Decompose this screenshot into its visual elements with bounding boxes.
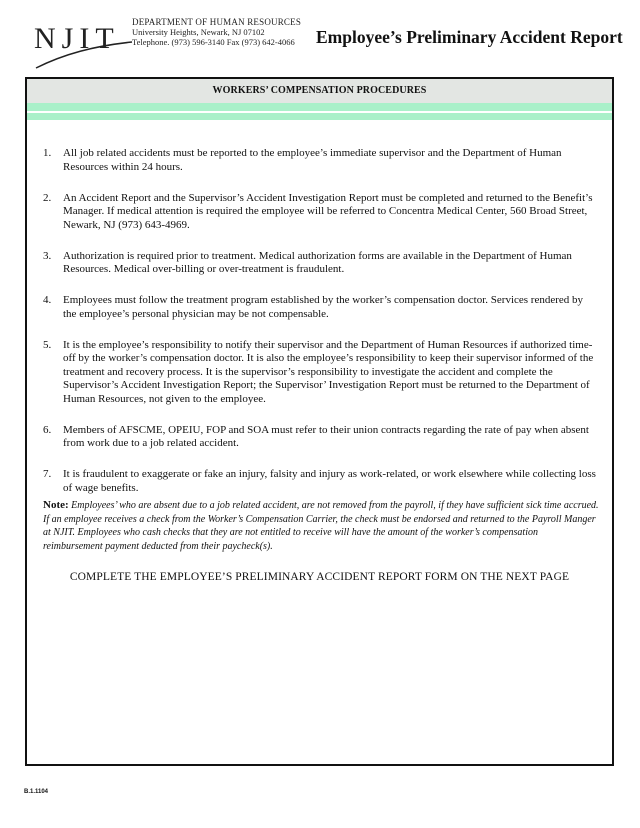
procedure-item xyxy=(43,147,599,174)
njit-logo xyxy=(34,16,134,71)
note-paragraph xyxy=(43,499,599,553)
procedure-item xyxy=(43,468,599,495)
logo-swoosh-icon xyxy=(34,16,134,71)
procedure-number: 2. xyxy=(43,191,52,204)
section-band xyxy=(27,79,612,104)
form-code: B.1.1104 xyxy=(24,789,49,795)
logo-text: NJIT xyxy=(34,22,120,55)
procedure-item xyxy=(43,424,599,451)
procedure-text: Authorization is required prior to treatment. Medical authorization forms are available in the Department of Human Resources. Medical over-billing or over-treatment is fraudulent. xyxy=(63,249,572,275)
department-name: DEPARTMENT OF HUMAN RESOURCES xyxy=(132,17,302,27)
department-address xyxy=(132,17,301,47)
procedures-box xyxy=(25,77,614,766)
procedure-item xyxy=(43,192,599,233)
procedure-text: Employees must follow the treatment program established by the worker’s compensation doctor. Services rendered by the employee’s personal physician may be not compensable. xyxy=(63,294,584,320)
divider-stripe xyxy=(27,113,612,120)
procedure-number: 6. xyxy=(43,423,52,436)
procedure-item xyxy=(43,339,599,407)
department-phone: Telephone. (973) 596-3140 Fax (973) 642-4066 xyxy=(132,37,295,47)
procedure-text: It is fraudulent to exaggerate or fake an injury, falsity and injury as work-related, or work elsewhere while collecting loss of wage benefits. xyxy=(63,468,596,494)
procedure-text: It is the employee’s responsibility to notify their supervisor and the Department of Human Resources if authorized time-off by the worker’s compensation doctor. It is also the employee’s responsibility to keep their supervisor informed of the treatment and recovery process. It is the supervisor’s responsibility to investigate the accident and complete the Supervisor’s Accident Investigation Report; the Supervisor’ Investigation Report must be returned to the Department of Human Resources, not given to the employee. xyxy=(63,338,594,405)
procedure-number: 3. xyxy=(43,249,52,262)
procedure-number: 5. xyxy=(43,338,52,351)
procedure-number: 4. xyxy=(43,294,52,306)
next-page-instruction: COMPLETE THE EMPLOYEE’S PRELIMINARY ACCIDENT REPORT FORM ON THE NEXT PAGE xyxy=(69,571,570,583)
procedure-number: 1. xyxy=(43,147,52,159)
procedure-list xyxy=(43,147,599,513)
procedure-text: An Accident Report and the Supervisor’s Accident Investigation Report must be completed and returned to the Benefit’s Manager. If medical attention is required the employee will be referred to Concentra Medical Center, 560 Broad Street, Newark, NJ (973) 643-4969. xyxy=(63,191,593,231)
section-title: WORKERS’ COMPENSATION PROCEDURES xyxy=(212,85,427,96)
department-street: University Heights, Newark, NJ 07102 xyxy=(132,27,265,37)
divider-stripe xyxy=(27,103,612,111)
procedure-item xyxy=(43,294,599,321)
procedure-item xyxy=(43,250,599,277)
procedure-text: Members of AFSCME, OPEIU, FOP and SOA must refer to their union contracts regarding the rate of pay when absent from work due to a job related accident. xyxy=(63,423,589,449)
note-label: Note: xyxy=(43,499,69,511)
procedure-text: All job related accidents must be reported to the employee’s immediate supervisor and the Department of Human Resources within 24 hours. xyxy=(63,147,562,173)
note-text: Employees’ who are absent due to a job related accident, are not removed from the payroll, if they have sufficient sick time accrued. If an employee receives a check from the Worker’s Compensation Carrier, the check must be endorsed and returned to the Payroll Manger at NJIT. Employees who cash checks that they are not entitled to receive will have the amount of the worker’s compensation reimbursement payment deducted from their paycheck(s). xyxy=(43,500,599,552)
procedure-number: 7. xyxy=(43,468,52,480)
page-title: Employee’s Preliminary Accident Report xyxy=(316,27,623,47)
